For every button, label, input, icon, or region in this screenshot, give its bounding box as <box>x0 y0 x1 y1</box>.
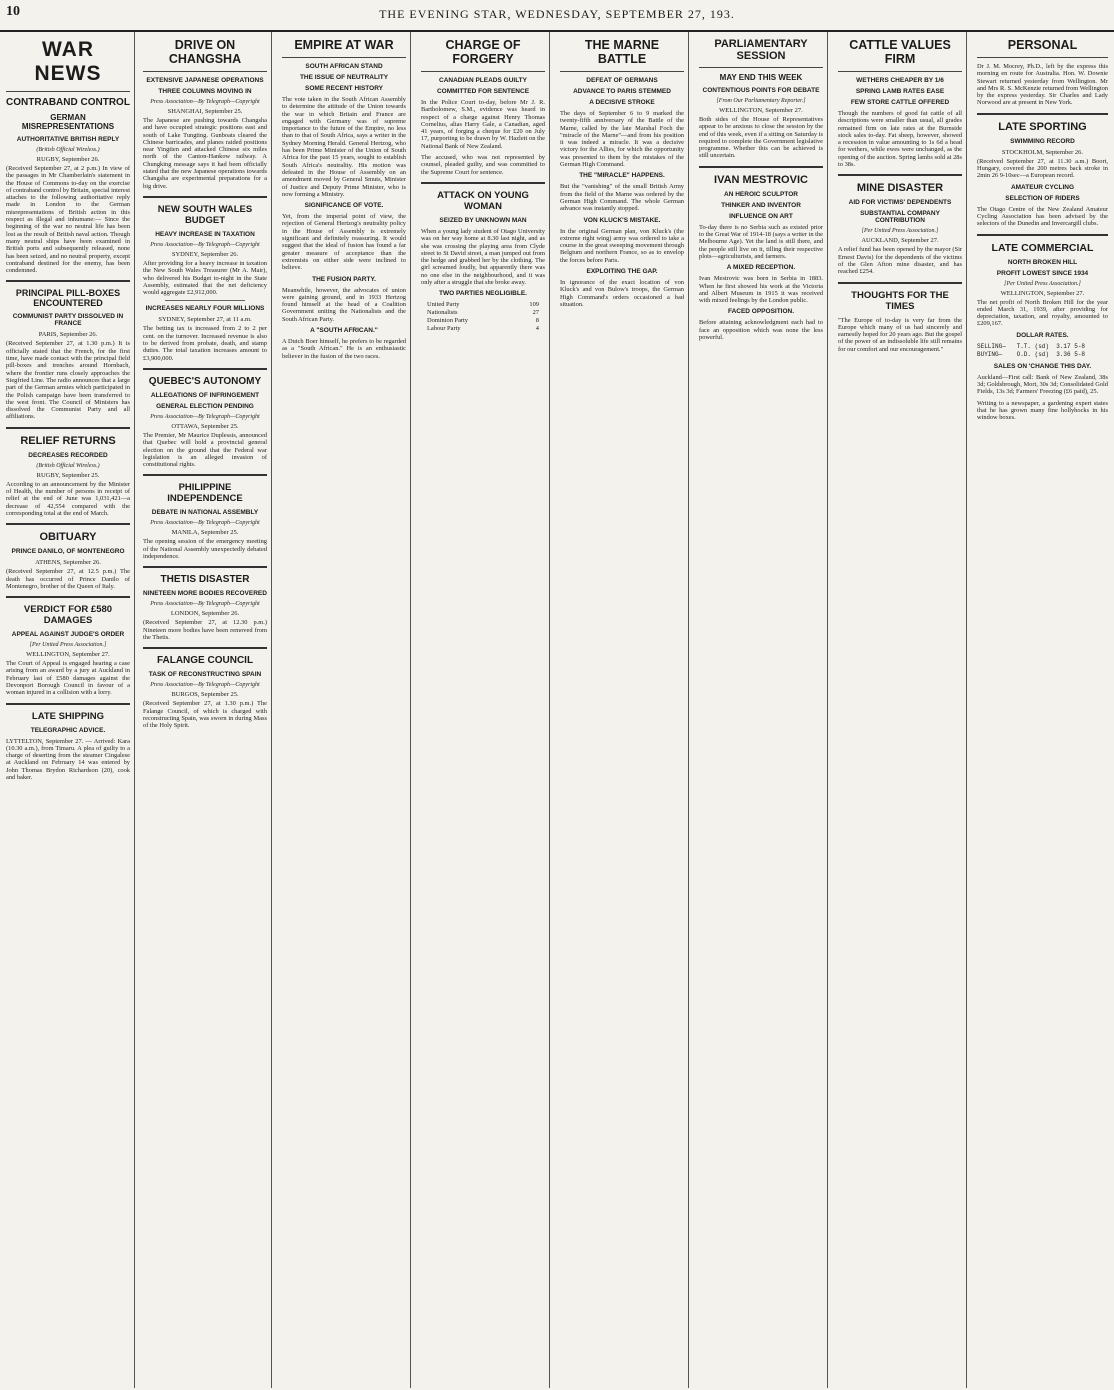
article-body: The opening session of the emergency meeting of the National Assembly unexpectedly debated independence. <box>143 538 267 561</box>
divider <box>6 427 130 429</box>
article-body: In ignorance of the exact location of von Kluck's and von Bulow's troops, the German High Command's orders occasioned a bad situation. <box>560 279 684 308</box>
subheading: INCREASES NEARLY FOUR MILLIONS <box>145 305 265 313</box>
newspaper-columns <box>2 32 1112 1388</box>
divider <box>143 196 267 198</box>
section-title: THOUGHTS FOR THE TIMES <box>851 289 949 312</box>
article-body: (Received September 27, at 12.30 p.m.) Nineteen more bodies have been removed from the Thetis. <box>143 619 267 641</box>
party-name: Nationalists <box>427 309 458 317</box>
article-body: Meanwhile, however, the advocates of union were gaining ground, and in 1933 Hertzog found himself at the head of a Coalition Government uniting the Nationalists and the South African Party. <box>282 286 406 323</box>
subheading: FACED OPPOSITION. <box>727 308 795 316</box>
credit-line: [Per United Press Association.] <box>1004 280 1081 287</box>
subheading: INFLUENCE ON ART <box>729 212 793 220</box>
subheading: MAY END THIS WEEK <box>719 73 803 82</box>
article-body: (Received September 27, at 12.5 p.m.) The death has occurred of Prince Danilo of Montenegro, brother of the Queen of Italy. <box>6 568 130 590</box>
subheading: CONTENTIOUS POINTS FOR DEBATE <box>702 87 820 94</box>
divider <box>6 280 130 282</box>
column-heading: WAR NEWS <box>6 32 130 92</box>
column-drive-on-changsha <box>139 32 272 1388</box>
dateline: WELLINGTON, September 27. <box>1000 289 1085 297</box>
section-title: LATE COMMERCIAL <box>991 241 1094 254</box>
page-number: 10 <box>6 4 20 19</box>
subheading: DECREASES RECORDED <box>28 451 108 459</box>
column-heading: PARLIAMENTARY SESSION <box>699 32 823 68</box>
article-body: According to an announcement by the Minister of Health, the number of persons in receipt of relief at the end of June was 1,031,421—a decrease of 42,554 compared with the corresponding total at the end of March. <box>6 480 130 517</box>
subheading: SPRING LAMB RATES EASE <box>855 88 945 95</box>
subheading: GENERAL ELECTION PENDING <box>156 402 254 410</box>
subheading: THINKER AND INVENTOR <box>721 201 801 209</box>
column-marne-battle <box>556 32 689 1388</box>
section-title: CONTRABAND CONTROL <box>6 97 130 108</box>
article-body: (Received September 27, at 2 p.m.) In view of the passages in Mr Chamberlain's statement in the House of Commons to-day on the exercise of contraband control by Britain, special interest attaches to the following authoritative reply made in London to the German misrepresentations of British action in this respect as illegal and inhumane:— Since the beginning of the war no neutral life has been lost as the result of British naval action. Though many neutral ships have been examined in British ports and subsequently released, none has been seized, and no neutral property, except contraband destined for the enemy, has been condemned. <box>6 165 130 275</box>
column-heading: THE MARNE BATTLE <box>560 32 684 72</box>
column-heading: CHARGE OF FORGERY <box>421 32 545 72</box>
subheading: THREE COLUMNS MOVING IN <box>158 88 252 95</box>
party-name: United Party <box>427 301 460 309</box>
party-name: Labour Party <box>427 325 461 333</box>
section-title: FALANGE COUNCIL <box>156 655 254 667</box>
subheading: NORTH BROKEN HILL <box>1007 258 1078 266</box>
party-seats: 8 <box>535 317 539 325</box>
credit-line: (British Official Wireless.) <box>36 462 100 469</box>
subheading: SIGNIFICANCE OF VOTE. <box>304 202 384 210</box>
subheading: THE "MIRACLE" HAPPENS. <box>579 172 665 180</box>
dateline: LONDON, September 26. <box>170 610 240 618</box>
article-body: Writing to a newspaper, a gardening expert states that he has grown many fine hollyhocks in his window boxes. <box>977 399 1108 422</box>
credit-line: [Per United Press Association.] <box>861 228 939 235</box>
article-body: In the Police Court to-day, before Mr J. R. Bartholomew, S.M., evidence was heard in respect of a charge against Henry Thomas Cornelius, alias Harry Gale, a Canadian, aged 41 years, of forging a cheque for £20 on July 17, purporting to be drawn by W. Hazlett on the National Bank of New Zealand. <box>421 99 545 150</box>
subheading: TWO PARTIES NEGLIGIBLE. <box>439 290 527 298</box>
subheading: NINETEEN MORE BODIES RECOVERED <box>143 590 267 598</box>
divider <box>143 474 267 476</box>
article-body: The betting tax is increased from 2 to 2 per cent. on the turnover. Increased revenue is also to be derived from probate, death, and stamp duties. The total taxation increases amount to £3,900,000. <box>143 325 267 362</box>
subheading: TELEGRAPHIC ADVICE. <box>30 726 106 734</box>
dateline: PARIS, September 26. <box>38 331 98 339</box>
subheading: AUTHORITATIVE BRITISH REPLY <box>16 136 120 143</box>
subheading: A DECISIVE STROKE <box>589 99 655 106</box>
article-body: Both sides of the House of Representatives appear to be anxious to close the session by the end of this week, even if a sitting on Saturday is required to complete the Government legislative programme. Whether this can be achieved is still uncertain. <box>699 116 823 160</box>
dateline: ATHENS, September 26. <box>35 559 101 567</box>
subheading: PROFIT LOWEST SINCE 1934 <box>996 269 1089 277</box>
divider <box>838 282 962 284</box>
subheading: DOLLAR RATES. <box>1016 331 1069 339</box>
article-body: The Court of Appeal is engaged hearing a case arising from an award by a jury at Auckland in February last of £580 damages against the Devonport Borough Council in favour of a woman injured in a collision with a lorry. <box>6 660 130 697</box>
divider <box>838 174 962 176</box>
article-body: (Received September 27, at 11.30 a.m.) Boort, Hungary, covered the 200 metres back stroke in 2min 26 9-10sec—a European record. <box>977 157 1108 180</box>
divider <box>421 182 545 184</box>
article-body: The accused, who was not represented by counsel, pleaded guilty, and was committed to the Supreme Court for sentence. <box>421 154 545 176</box>
dateline: STOCKHOLM, September 26. <box>1001 148 1084 156</box>
column-empire-at-war <box>278 32 411 1388</box>
subheading: AID FOR VICTIMS' DEPENDENTS <box>848 199 952 207</box>
article-body: Ivan Mestrovic was born in Serbia in 1883. When he first showed his work at the Victoria and Albert Museum in 1915 it was received with mixed feelings by the London public. <box>699 275 823 305</box>
column-personal <box>973 32 1112 1388</box>
party-seats: 109 <box>529 301 539 309</box>
article-body: Though the numbers of good fat cattle of all descriptions were smaller than usual, all grades remained firm on late rates at the Burnside stock sales to-day. Fat sheep, however, showed a recession in value amounting to 1s 6d a head for wethers, while ewes were unchanged, as the opening of the auction. Spring lambs sold at 28s to 38s. <box>838 110 962 169</box>
subheading: EXPLOITING THE GAP. <box>586 268 658 276</box>
subheading: TASK OF RECONSTRUCTING SPAIN <box>148 671 262 679</box>
credit-line: Press Association—By Telegraph—Copyright <box>150 99 260 105</box>
article-body: The Otago Centre of the New Zealand Amateur Cycling Association has been advised by the selectors of the Dunedin and Invercargill clubs. <box>977 205 1108 228</box>
party-name: Dominion Party <box>427 317 469 325</box>
party-seats: 4 <box>535 325 539 333</box>
subheading: THE ISSUE OF NEUTRALITY <box>299 74 389 81</box>
article-body: Dr J. M. Mocrey, Ph.D., left by the express this morning en route for Australia. Hon. W. Downie Stewart returned yesterday from Wellington. Mr and Mrs R. S. McKenzie returned from Wellington by the express yesterday. Sir Charles and Lady Norwood are at present in New York. <box>977 63 1108 107</box>
divider <box>143 566 267 568</box>
dateline: RUGBY, September 25. <box>36 471 100 479</box>
credit-line: (British Official Wireless.) <box>36 147 100 153</box>
subheading: SALES ON 'CHANGE THIS DAY. <box>993 362 1092 370</box>
subheading: A MIXED RECEPTION. <box>726 264 796 272</box>
subheading: ALLEGATIONS OF INFRINGEMENT <box>150 391 260 399</box>
running-head: THE EVENING STAR, WEDNESDAY, SEPTEMBER 27, 193. <box>379 7 735 21</box>
divider <box>6 596 130 598</box>
subheading: AN HEROIC SCULPTOR <box>724 190 798 198</box>
section-title: QUEBEC'S AUTONOMY <box>148 375 262 387</box>
subheading: SEIZED BY UNKNOWN MAN <box>439 216 527 224</box>
column-charge-of-forgery <box>417 32 550 1388</box>
column-parliamentary-session <box>695 32 828 1388</box>
credit-line: Press Association—By Telegraph—Copyright <box>150 682 260 689</box>
party-seats: 27 <box>532 309 539 317</box>
subheading: FEW STORE CATTLE OFFERED <box>850 99 950 106</box>
column-heading: DRIVE ON CHANGSHA <box>143 32 267 72</box>
article-body: LYTTELTON, September 27. — Arrived: Kara (10.30 a.m.), from Timaru. A plea of guilty to a charge of deserting from the steamer Cingalese at Auckland on February 14 was entered by John Thomas Brydon Richardson (20), cook and baker. <box>6 737 130 782</box>
party-row <box>421 325 545 333</box>
column-heading: CATTLE VALUES FIRM <box>838 32 962 72</box>
section-title: RELIEF RETURNS <box>20 434 116 447</box>
dateline: SHANGHAI, September 25. <box>167 108 243 115</box>
subheading: COMMUNIST PARTY DISSOLVED IN FRANCE <box>12 313 124 328</box>
subheading: SOME RECENT HISTORY <box>304 85 383 92</box>
section-title: NEW SOUTH WALES BUDGET <box>157 203 253 226</box>
section-title: MINE DISASTER <box>856 182 944 195</box>
subheading: THE FUSION PARTY. <box>312 275 376 283</box>
credit-line: Press Association—By Telegraph—Copyright <box>150 601 260 608</box>
subheading: GERMAN MISREPRESENTATIONS <box>21 113 115 131</box>
article-body: To-day there is no Serbia such as existed prior to the Great War of 1914-18 (says a writer in the Melbourne Age). Yet the land is still there, and the people still live on it, tilling their respective plots—agriculturists, and farmers. <box>699 223 823 260</box>
dateline: SYDNEY, September 26. <box>171 250 239 258</box>
dateline: WELLINGTON, September 27. <box>26 651 110 659</box>
article-body: The days of September 6 to 9 marked the twenty-fifth anniversary of the Battle of the Marne, called by the late Marshal Foch the "miracle of the Marne"—and from his position it was indeed a miracle. It was a decisive victory for the Allies, for which the opportunity was presented to them by the mistakes of the German High Command. <box>560 110 684 169</box>
subheading: DEBATE IN NATIONAL ASSEMBLY <box>151 509 259 517</box>
column-cattle-values <box>834 32 967 1388</box>
article-body: The Japanese are pushing towards Changsha and have occupied strategic positions east and south of Lake Tungting. Gunboats cleared the Chinese barricades, and planes raided positions near Yingtien and attacked Chinese six miles north of the Canton-Hankow railway. A Chungking message says it had been officially stated that the new Japanese operations towards Changsha are experimental preparations for a big drive. <box>143 117 267 190</box>
article-body: A relief fund has been opened by the mayor (Sir Ernest Davis) for the dependents of the victims of the Glen Afton mine disaster, and has reached £254. <box>838 246 962 276</box>
party-seat-table <box>421 301 545 333</box>
divider <box>977 113 1108 115</box>
article-body: "The Europe of to-day is very far from the Europe which many of us had sincerely and earnestly hoped for 20 years ago. But the gospel of the power of an indissoluble life still remains for our comfort and our encouragement." <box>838 316 962 353</box>
section-title: OBITUARY <box>39 531 97 544</box>
party-row <box>421 301 545 309</box>
party-row <box>421 317 545 325</box>
subheading: EXTENSIVE JAPANESE OPERATIONS <box>146 77 264 84</box>
section-title: PRINCIPAL PILL-BOXES ENCOUNTERED <box>15 288 121 309</box>
dateline: SYDNEY, September 27, at 11 a.m. <box>158 316 252 324</box>
dateline: OTTAWA, September 25. <box>171 422 239 430</box>
section-title: THETIS DISASTER <box>160 574 250 586</box>
divider <box>165 300 245 301</box>
divider <box>6 703 130 705</box>
credit-line: Press Association—By Telegraph—Copyright <box>150 413 260 420</box>
dateline: WELLINGTON, September 27. <box>719 107 803 114</box>
article-body: The net profit of North Broken Hill for the year ended March 31, 1939, after providing for depreciation, taxation, and royalty, amounted to £209,167. <box>977 298 1108 328</box>
article-body: (Received September 27, at 1.30 p.m.) It is officially stated that the French, for the first time, have made contact with the principal field pill-boxes and trenches around Hornbach, where the frontier runs closely approaches the Siegfried Line. The radio announces that a large part of the German armies which participated in the Polish campaign have been transferred to the west front. The Council of Ministers has dissolved the Communist Party and all affiliations. <box>6 340 130 421</box>
credit-line: [Per United Press Association.] <box>29 642 107 649</box>
dateline: BURGOS, September 25. <box>171 691 239 699</box>
credit-line: Press Association—By Telegraph—Copyright <box>150 241 260 248</box>
divider <box>143 368 267 370</box>
party-row <box>421 309 545 317</box>
article-body: Yet, from the imperial point of view, the rejection of General Hertzog's neutrality policy in the House of Assembly is extremely significant and definitely reassuring. It would suggest that the ideal of fusion has found a far greater measure of acceptance than the extremists on either side were inclined to believe. <box>282 213 406 272</box>
section-title: PHILIPPINE INDEPENDENCE <box>167 482 243 505</box>
article-body: Before attaining acknowledgment each had to face an opposition which was none the less powerful. <box>699 319 823 342</box>
dollar-rates-table: SELLING— T.T. (sd) 3.17 5-8 BUYING— O.D. (sd) 3.36 5-8 <box>977 342 1086 358</box>
subheading: SOUTH AFRICAN STAND <box>305 63 383 70</box>
subheading: PRINCE DANILO, OF MONTENEGRO <box>11 548 125 556</box>
credit-line: [From Our Parliamentary Reporter.] <box>716 98 806 104</box>
credit-line: Press Association—By Telegraph—Copyright <box>150 520 260 527</box>
subheading: CANADIAN PLEADS GUILTY <box>439 77 527 84</box>
subheading: SUBSTANTIAL COMPANY CONTRIBUTION <box>860 210 940 225</box>
masthead <box>0 0 1114 32</box>
column-heading: PERSONAL <box>977 32 1108 58</box>
divider <box>977 234 1108 236</box>
article-body: In the original German plan, von Kluck's (the extreme right wing) army was ordered to take a course in the great sweeping movement through Belgium and northern France, so as to envelop the forces before Paris. <box>560 227 684 264</box>
section-title: VERDICT FOR £580 DAMAGES <box>23 604 113 627</box>
divider <box>6 523 130 525</box>
article-body: The Premier, Mr Maurice Duplessis, announced that Quebec will hold a provincial general election on the ground that the Federal war legislation is an alleged invasion of constitutional rights. <box>143 431 267 469</box>
section-title: LATE SPORTING <box>998 120 1087 133</box>
divider <box>699 166 823 168</box>
dateline: AUCKLAND, September 27. <box>861 237 939 245</box>
subheading: VON KLUCK'S MISTAKE. <box>583 216 661 224</box>
column-war-news <box>2 32 135 1388</box>
subheading: WETHERS CHEAPER BY 1/6 <box>856 77 944 84</box>
dateline: RUGBY, September 26. <box>36 156 100 163</box>
article-body: But the "vanishing" of the small British Army from the field of the Marne was ordered by the German High Command. The whole German advance was instantly stopped. <box>560 183 684 213</box>
article-body: When a young lady student of Otago University was on her way home at 8.30 last night, and as she was crossing the playing area from Clyde street to St David street, a man jumped out from the hedge and grabbed her by the clothing. The girl screamed loudly, but apparently there was no one else in the neighbourhood, and it was only after a struggle that she broke away. <box>421 227 545 287</box>
subheading: DEFEAT OF GERMANS <box>586 77 658 84</box>
section-title: ATTACK ON YOUNG WOMAN <box>437 189 529 212</box>
subheading: SWIMMING RECORD <box>1010 137 1075 145</box>
subheading: COMMITTED FOR SENTENCE <box>436 88 530 95</box>
subheading: A "SOUTH AFRICAN." <box>310 327 378 335</box>
section-title: LATE SHIPPING <box>31 710 105 722</box>
article-body: The vote taken in the South African Assembly to determine the attitude of the Union towards the war in which Britain and France are engaged with Germany was of supreme importance to the future of the Empire, no less than to that of South Africa, says a writer in the Sydney Morning Herald. General Hertzog, who has been Prime Minister of the Union of South Africa for the past 15 years, sought to establish South Africa's neutrality. His motion was defeated in the House of Assembly on an amendment moved by General Smuts, Minister of Justice and Deputy Prime Minister, who is now forming a Ministry. <box>282 96 406 198</box>
divider <box>143 647 267 649</box>
article-body: (Received September 27, at 1.30 p.m.) The Falange Council, of which is charged with reconstructing Spain, was sworn in during Mass of the Holy Spirit. <box>143 700 267 730</box>
column-heading: EMPIRE AT WAR <box>282 32 406 58</box>
section-title: IVAN MESTROVIC <box>714 173 808 186</box>
article-body: Auckland—First call: Bank of New Zealand, 38s 3d; Goldsbrough, Mort, 30s 3d; Consolidated Gold Fields, 13s 3d; Farmers' Freezing (£6 paid), 25. <box>977 373 1108 396</box>
subheading: APPEAL AGAINST JUDGE'S ORDER <box>11 631 125 639</box>
subheading: SELECTION OF RIDERS <box>1005 194 1080 202</box>
dateline: MANILA, September 25. <box>171 529 239 537</box>
article-body: A Dutch Boer himself, he prefers to be regarded as a "South African." He is an enthusiastic believer in the fusion of the two races. <box>282 338 406 360</box>
subheading: ADVANCE TO PARIS STEMMED <box>573 88 671 95</box>
article-body: After providing for a heavy increase in taxation the New South Wales Treasurer (Mr A. Mair), who delivered his Budget to-night in the State Assembly, estimated that the net deficiency would aggregate £2,912,000. <box>143 259 267 297</box>
subheading: HEAVY INCREASE IN TAXATION <box>155 230 255 238</box>
subheading: AMATEUR CYCLING <box>1010 183 1075 191</box>
